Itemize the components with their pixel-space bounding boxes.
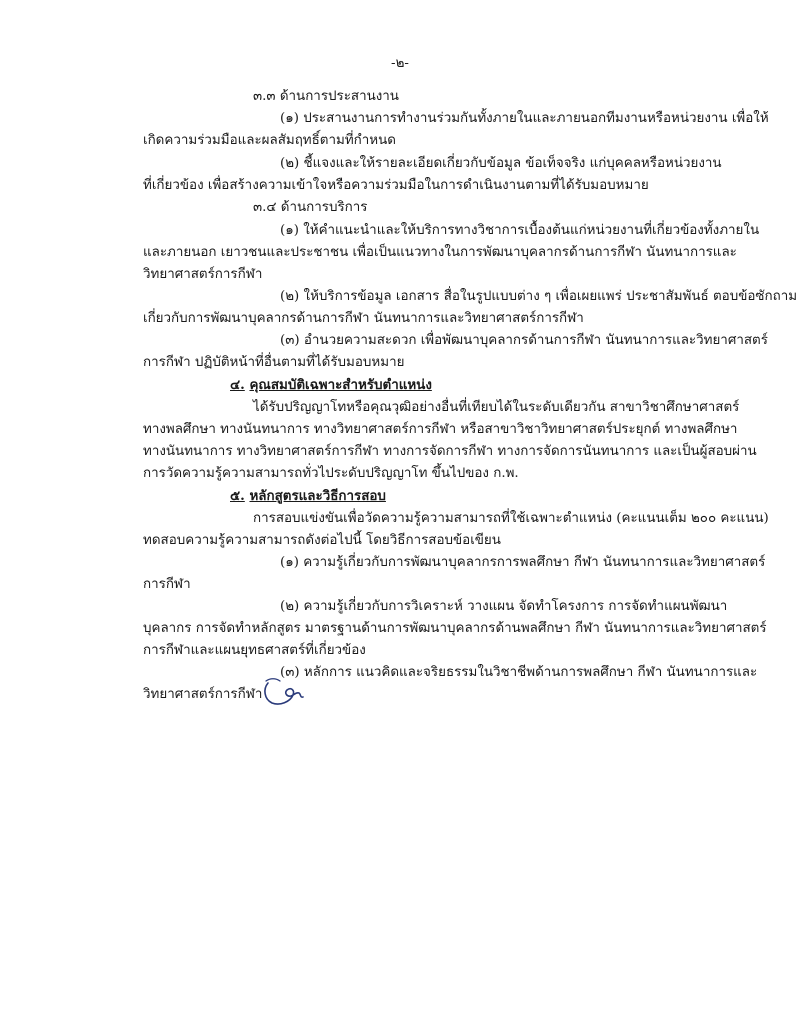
paragraph-line: (๒) ชี้แจงและให้รายละเอียดเกี่ยวกับข้อมูล ข้อเท็จจริง แก่บุคคลหรือหน่วยงาน <box>280 156 722 171</box>
paragraph-line: ทางนันทนาการ ทางวิทยาศาสตร์การกีฬา ทางการจัดการกีฬา ทางการจัดการนันทนาการ และเป็นผู้สอบผ่าน <box>143 444 757 459</box>
paragraph-line: และภายนอก เยาวชนและประชาชน เพื่อเป็นแนวทางในการพัฒนาบุคลากรด้านการกีฬา นันทนาการและ <box>143 245 737 260</box>
paragraph-line: เกิดความร่วมมือและผลสัมฤทธิ์ตามที่กำหนด <box>143 133 396 148</box>
paragraph-line: บุคลากร การจัดทำหลักสูตร มาตรฐานด้านการพัฒนาบุคลากรด้านพลศึกษา กีฬา นันทนาการและวิทยาศาสตร์ <box>143 621 767 636</box>
paragraph-line: (๑) ความรู้เกี่ยวกับการพัฒนาบุคลากรการพลศึกษา กีฬา นันทนาการและวิทยาศาสตร์ <box>280 555 766 570</box>
paragraph-line: เกี่ยวกับการพัฒนาบุคลากรด้านการกีฬา นันทนาการและวิทยาศาสตร์การกีฬา <box>143 311 584 326</box>
paragraph-line: ทางพลศึกษา ทางนันทนาการ ทางวิทยาศาสตร์การกีฬา หรือสาขาวิชาวิทยาศาสตร์ประยุกต์ ทางพลศึกษา <box>143 422 738 437</box>
paragraph-line: การกีฬา <box>143 577 191 592</box>
section-4-text: คุณสมบัติเฉพาะสำหรับตำแหน่ง <box>249 377 432 393</box>
paragraph-line: (๒) ความรู้เกี่ยวกับการวิเคราะห์ วางแผน จัดทำโครงการ การจัดทำแผนพัฒนา <box>280 599 728 614</box>
page-number: -๒- <box>391 56 409 71</box>
paragraph-line: วิทยาศาสตร์การกีฬา <box>143 687 263 702</box>
paragraph-line: ได้รับปริญญาโทหรือคุณวุฒิอย่างอื่นที่เทียบได้ในระดับเดียวกัน สาขาวิชาศึกษาศาสตร์ <box>253 400 740 415</box>
paragraph-line: ที่เกี่ยวข้อง เพื่อสร้างความเข้าใจหรือความร่วมมือในการดำเนินงานตามที่ได้รับมอบหมาย <box>143 178 649 193</box>
section-4-number: ๔. <box>230 377 245 393</box>
paragraph-line: (๓) อำนวยความสะดวก เพื่อพัฒนาบุคลากรด้านการกีฬา นันทนาการและวิทยาศาสตร์ <box>280 333 768 348</box>
paragraph-line: การวัดความรู้ความสามารถทั่วไประดับปริญญาโท ขึ้นไปของ ก.พ. <box>143 466 519 481</box>
section-5-number: ๕. <box>230 488 245 504</box>
paragraph-line: (๒) ให้บริการข้อมูล เอกสาร สื่อในรูปแบบต่าง ๆ เพื่อเผยแพร่ ประชาสัมพันธ์ ตอบข้อซักถาม <box>280 289 798 304</box>
section-3-4-title: ๓.๔ ด้านการบริการ <box>253 200 368 215</box>
section-4-heading <box>230 376 432 394</box>
paragraph-line: (๓) หลักการ แนวคิดและจริยธรรมในวิชาชีพด้านการพลศึกษา กีฬา นันทนาการและ <box>280 665 758 680</box>
paragraph-line: (๑) ให้คำแนะนำและให้บริการทางวิชาการเบื้องต้นแก่หน่วยงานที่เกี่ยวข้องทั้งภายใน <box>280 223 760 238</box>
section-5-heading <box>230 487 386 505</box>
paragraph-line: ทดสอบความรู้ความสามารถดังต่อไปนี้ โดยวิธีการสอบข้อเขียน <box>143 533 501 548</box>
paragraph-line: การกีฬา ปฏิบัติหน้าที่อื่นตามที่ได้รับมอบหมาย <box>143 355 405 370</box>
section-3-3-title: ๓.๓ ด้านการประสานงาน <box>253 89 399 104</box>
paragraph-line: (๑) ประสานงานการทำงานร่วมกันทั้งภายในและภายนอกทีมงานหรือหน่วยงาน เพื่อให้ <box>280 111 769 126</box>
signature-icon <box>260 675 306 709</box>
paragraph-line: การกีฬาและแผนยุทธศาสตร์ที่เกี่ยวข้อง <box>143 643 366 658</box>
paragraph-line: วิทยาศาสตร์การกีฬา <box>143 267 263 282</box>
section-5-text: หลักสูตรและวิธีการสอบ <box>249 488 386 504</box>
paragraph-line: การสอบแข่งขันเพื่อวัดความรู้ความสามารถที่ใช้เฉพาะตำแหน่ง (คะแนนเต็ม ๒๐๐ คะแนน) <box>253 511 769 526</box>
